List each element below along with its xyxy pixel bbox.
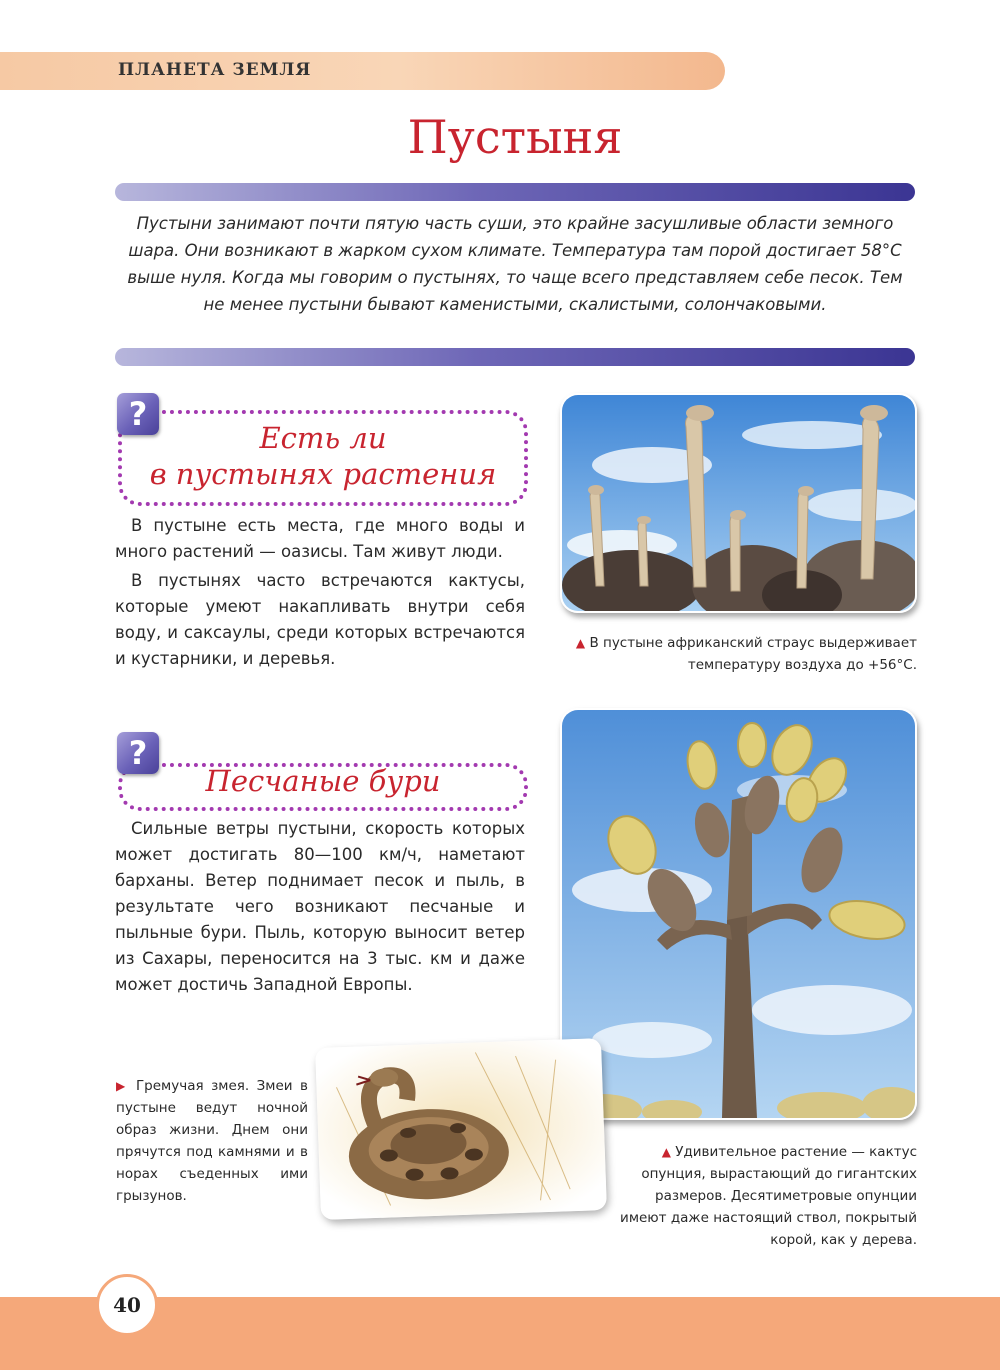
plants-paragraph-2: В пустынях часто встречаются кактусы, которые умеют накапливать внутри себя воду, и саксаулы, среди которых встречаются и кустарники, и деревья. [115,571,525,668]
cactus-caption [620,1141,917,1251]
plants-text [115,513,525,672]
snake-photo [315,1038,607,1220]
question-title-plants [118,420,528,492]
cactus-caption-text: Удивительное растение — кактус опунция, вырастающий до гигантских размеров. Десятиметровые опунции имеют даже настоящий ствол, покрытый корой, как у дерева. [620,1144,917,1248]
question-title-line1: Есть ли [259,421,387,455]
triangle-right-icon: ▶ [116,1079,129,1093]
ostrich-illustration [562,395,915,611]
ostrich-caption [572,632,917,676]
ostrich-photo [560,393,917,613]
page-number: 40 [113,1293,141,1317]
question-title-sandstorms: Песчаные бури [205,764,441,798]
question-title-line2: в пустынях растения [149,457,497,491]
intro-text: Пустыни занимают почти пятую часть суши, это крайне засушливые области земного шара. Они возникают в жарком сухом климате. Температура там порой достигает 58°С выше нуля. Когда мы говорим о пустынях, то чаще всего представляем себе песок. Тем не менее пустыни бывают каменистыми, скалистыми, солончаковыми. [127,214,903,314]
cactus-photo [560,708,917,1120]
snake-caption-text: Гремучая змея. Змеи в пустыне ведут ночной образ жизни. Днем они прячутся под камнями и в норах съеденных ими грызунов. [116,1078,309,1204]
question-icon: ? [117,393,159,435]
ostrich-caption-text: В пустыне африканский страус выдерживает температуру воздуха до +56°С. [589,635,917,673]
intro-top-bar [115,183,915,201]
sandstorms-text [115,816,525,998]
question-icon: ? [117,732,159,774]
sandstorms-paragraph-1: Сильные ветры пустыни, скорость которых может достигать 80—100 км/ч, наметают барханы. Ветер поднимает песок и пыль, в результате чего возникают песчаные и пыльные бури. Пыль, которую выносит ветер из Сахары, переносится на 3 тыс. км и даже может достичь Западной Европы. [115,819,525,994]
triangle-up-icon: ▲ [575,636,586,650]
header-bar [0,52,725,90]
page-title: Пустыня [407,110,623,164]
triangle-up-icon: ▲ [661,1145,671,1159]
intro-bottom-bar [115,348,915,366]
snake-caption [116,1075,308,1207]
cactus-illustration [562,710,915,1118]
section-title: ПЛАНЕТА ЗЕМЛЯ [118,60,312,80]
plants-paragraph-1: В пустыне есть места, где много воды и много растений — оазисы. Там живут люди. [115,516,525,561]
snake-illustration [315,1038,607,1220]
